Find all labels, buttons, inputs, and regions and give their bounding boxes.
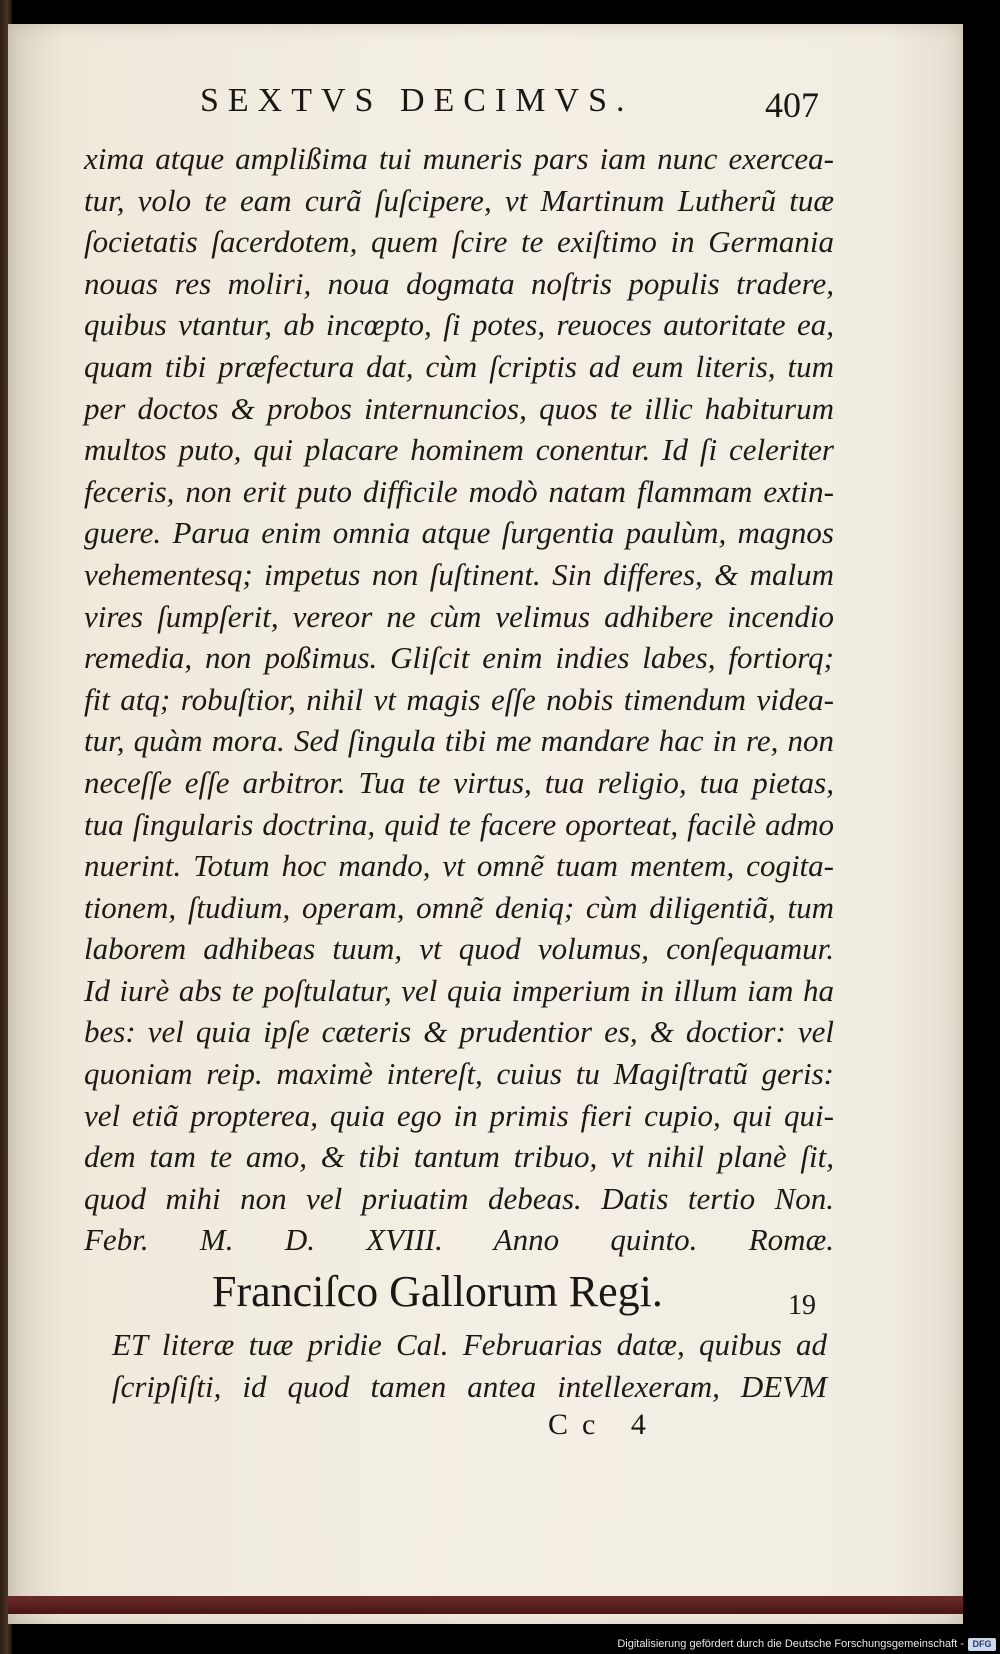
digitization-credit: Digitalisierung gefördert durch die Deutsche Forschungsgemeinschaft -: [617, 1638, 964, 1650]
letter-heading: Franciſco Gallorum Regi.: [212, 1267, 663, 1316]
text-line: ſocietatis ſacerdotem, quem ſcire te exiſtimo in Germania: [84, 224, 834, 260]
text-line: quibus vtantur, ab incœpto, ſi potes, reuoces autoritate ea,: [84, 307, 834, 343]
text-line: xima atque amplißima tui muneris pars iam nunc exercea-: [84, 141, 834, 176]
text-line: Id iurè abs te poſtulatur, vel quia imperium in illum iam ha: [84, 972, 834, 1008]
letter-opening-text: [112, 1324, 827, 1408]
text-line: tur, volo te eam curã ſuſcipere, vt Martinum Lutherũ tuæ: [84, 182, 834, 218]
text-line: dem tam te amo, & tibi tantum tribuo, vt nihil planè ſit,: [84, 1139, 834, 1175]
text-line: remedia, non poßimus. Gliſcit enim indies labes, fortiorq;: [84, 640, 834, 676]
text-line: Febr. M. D. XVIII. Anno quinto. Romæ.: [84, 1222, 834, 1258]
body-text: [84, 138, 834, 1261]
text-line: laborem adhibeas tuum, vt quod volumus, conſequamur.: [84, 931, 834, 967]
text-line: feceris, non erit puto difficile modò natam flammam extin-: [84, 473, 834, 509]
text-line: vires ſumpſerit, vereor ne cùm velimus adhibere incendio: [84, 598, 834, 634]
letter-text-line: ET literæ tuæ pridie Cal. Februarias datæ, quibus ad: [112, 1327, 827, 1362]
text-line: quoniam reip. maximè intereſt, cuius tu Magiſtratũ geris:: [84, 1056, 834, 1092]
text-line: multos puto, qui placare hominem conentur. Id ſi celeriter: [84, 432, 834, 468]
text-line: quam tibi præfectura dat, cùm ſcriptis ad eum literis, tum: [84, 348, 834, 384]
text-line: vehementesq; impetus non ſuſtinent. Sin differes, & malum: [84, 556, 834, 592]
text-line: tua ſingularis doctrina, quid te facere oporteat, facilè admo: [84, 806, 834, 842]
text-line: vel etiã propterea, quia ego in primis fieri cupio, qui qui-: [84, 1097, 834, 1133]
text-line: quod mihi non vel priuatim debeas. Datis tertio Non.: [84, 1180, 834, 1216]
text-line: nouas res moliri, noua dogmata noſtris populis tradere,: [84, 265, 834, 301]
page-edge: [8, 1596, 963, 1614]
running-head: SEXTVS DECIMVS.: [200, 82, 634, 119]
letter-number: 19: [788, 1290, 816, 1321]
dfg-logo: DFG: [968, 1638, 996, 1651]
letter-text-line: ſcripſiſti, id quod tamen antea intellexeram, DEVM: [112, 1369, 827, 1404]
text-line: tionem, ſtudium, operam, omnẽ deniq; cùm diligentiã, tum: [84, 889, 834, 925]
page-number: 407: [765, 85, 819, 125]
text-line: fit atq; robuſtior, nihil vt magis eſſe nobis timendum videa-: [84, 681, 834, 717]
text-line: tur, quàm mora. Sed ſingula tibi me mandare hac in re, non: [84, 723, 834, 759]
text-line: bes: vel quia ipſe cæteris & prudentior es, & doctior: vel: [84, 1014, 834, 1050]
text-line: nuerint. Totum hoc mando, vt omnẽ tuam mentem, cogita-: [84, 848, 834, 884]
signature-mark: Cc 4: [548, 1408, 660, 1441]
text-line: neceſſe eſſe arbitror. Tua te virtus, tua religio, tua pietas,: [84, 764, 834, 800]
text-line: per doctos & probos internuncios, quos te illic habiturum: [84, 390, 834, 426]
text-line: guere. Parua enim omnia atque ſurgentia paulùm, magnos: [84, 515, 834, 551]
